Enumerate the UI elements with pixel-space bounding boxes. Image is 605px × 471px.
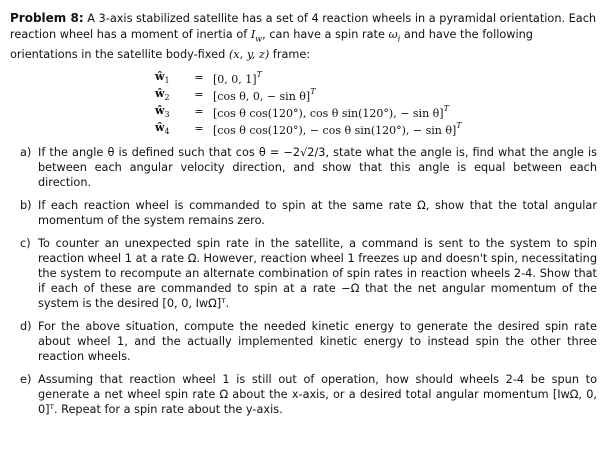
equation-row	[155, 103, 597, 120]
rate-symbol: $\omega_i$	[388, 28, 401, 44]
wheel-vector: $ŵ_3$	[155, 104, 170, 120]
part-text: Assuming that reaction wheel 1 is still out of operation, how should wheels 2-4 be spun to generate a net wheel spin rate Ω about the x-axis, or a desired total angular momentum [IwΩ, 0, 0]ᵀ. Repeat for a spin rate about the y-axis.	[38, 373, 597, 417]
part-d	[10, 319, 597, 364]
inertia-symbol: $I_w$	[250, 28, 263, 44]
intro-text-1: A 3-axis stabilized satellite has a set of 4 reaction wheels in a pyramidal orientation. Each reaction wheel has a moment of inertia of	[10, 12, 597, 41]
wheel-vector: $ŵ_4$	[155, 121, 170, 137]
problem-label: Problem 8:	[10, 11, 84, 25]
equals-sign: =	[194, 122, 204, 136]
equals-sign: =	[194, 105, 204, 119]
part-a	[10, 145, 597, 190]
problem-parts	[10, 145, 597, 417]
intro-text-2: , can have a spin rate	[262, 28, 385, 41]
frame-symbol: (x, y, z)	[228, 48, 270, 62]
part-text: If each reaction wheel is commanded to spin at the same rate Ω, show that the total angular momentum of the system remains zero.	[38, 199, 597, 228]
part-label: d)	[20, 320, 32, 334]
wheel-vector: $ŵ_2$	[155, 87, 170, 103]
part-b	[10, 198, 597, 228]
orientation-value: [cos θ cos(120°), − cos θ sin(120°), − sin θ]$^T$	[213, 120, 462, 137]
equals-sign: =	[194, 88, 204, 102]
wheel-vector: $ŵ_1$	[155, 70, 170, 86]
part-label: e)	[20, 373, 32, 387]
equation-row	[155, 69, 597, 86]
intro-text-3: and have the following orientations in the satellite body-fixed	[10, 28, 533, 62]
part-label: c)	[20, 237, 31, 251]
equation-row	[155, 86, 597, 103]
equals-sign: =	[194, 71, 204, 85]
part-label: a)	[20, 146, 32, 160]
problem-intro	[10, 10, 597, 63]
intro-text-4: frame:	[272, 48, 311, 62]
part-text: If the angle θ is defined such that cos θ = −2√2/3, state what the angle is, find what the angle is between each angular velocity direction, and show that this angle is equal between each direction.	[38, 146, 597, 190]
part-label: b)	[20, 199, 32, 213]
orientation-value: [cos θ, 0, − sin θ]$^T$	[213, 86, 316, 103]
orientation-equations	[155, 69, 597, 137]
orientation-value: [0, 0, 1]$^T$	[213, 69, 262, 86]
orientation-value: [cos θ cos(120°), cos θ sin(120°), − sin θ]$^T$	[213, 103, 449, 120]
equation-row	[155, 120, 597, 137]
part-text: To counter an unexpected spin rate in the satellite, a command is sent to the system to spin reaction wheel 1 at a rate Ω. However, reaction wheel 1 freezes up and doesn't spin, necessitating the system to recompute an alternate combination of spin rates in reaction wheels 2-4. Show that if each of these are commanded to spin at a rate −Ω that the net angular momentum of the system is the desired [0, 0, IwΩ]ᵀ.	[38, 237, 597, 311]
part-text: For the above situation, compute the needed kinetic energy to generate the desired spin rate about wheel 1, and the actually implemented kinetic energy to instead spin the other three reaction wheels.	[38, 320, 597, 364]
part-e	[10, 372, 597, 417]
part-c	[10, 236, 597, 311]
